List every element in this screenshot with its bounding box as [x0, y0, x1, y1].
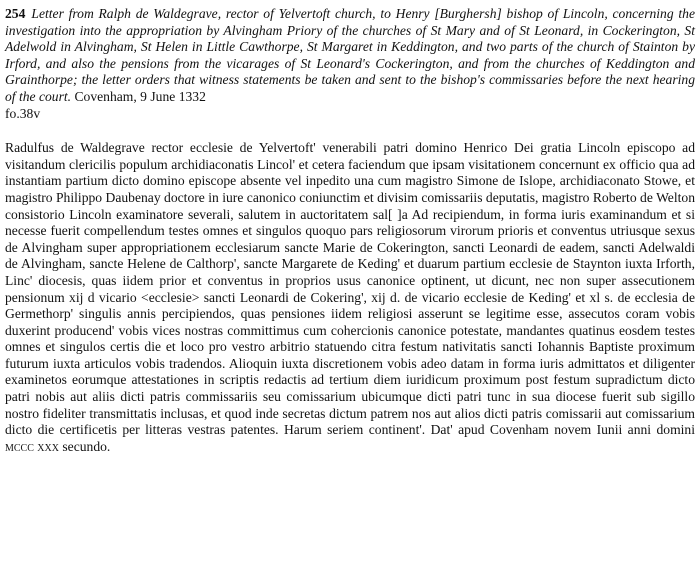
- transcription-ending: secundo.: [58, 438, 111, 454]
- entry-number: 254: [5, 6, 26, 21]
- entry-heading: [5, 6, 695, 106]
- entry-summary: Letter from Ralph de Waldegrave, rector of Yelvertoft church, to Henry [Burghersh] bishop of Lincoln, concerning the investigation into the appropriation by Alvingham Priory of the churches of St Mary and of St Leonard, in Cockerington, St Adelwold in Alvingham, St Helen in Little Cawthorpe, St Margaret in Keddington, and two parts of the church of Stainton by Irford, and also the pensions from the vicarages of St Leonard's Cockerington, and from the churches of Keddington and Grainthorpe; the letter orders that witness statements be taken and sent to the bishop's commissaries before the next hearing of the court.: [5, 6, 695, 104]
- latin-transcription: [5, 140, 695, 455]
- folio-reference: fo.38v: [5, 105, 41, 121]
- year-numeral: mccc xxx: [5, 438, 59, 454]
- document-page: [5, 6, 695, 455]
- entry-place-date: Covenham, 9 June 1332: [74, 88, 206, 104]
- transcription-text: Radulfus de Waldegrave rector ecclesie de Yelvertoft' venerabili patri domino Henrico Dei gratia Lincoln episcopo ad visitandum clericilis populum archidiaconatis Lincol' et cetera faciendum que ipsam visitationem concernunt ex officio qua ad instantiam partium dicto domino episcope absente vel inpedito una cum magistro Simone de Islope, archidiaconato Stowe, et magistro Philippo Daubenay doctore in iure canonico coniunctim et divisim comissariis deputatis, magistro Roberto de Welton consistorio Lincoln examinatore severali, salutem in auctoritatem sal[ ]a Ad recipiendum, in forma iuris examinandum et si necesse fuerit compellendum testes omnes et singulos quoquo pars religiosorum virorum prioris et conventus utriusque sexus de Alvingham super appropriationem ecclesiarum sancte Marie de Cokerington, sancti Leonardi de eadem, sancti Adelwaldi de Alvingham, sancte Helene de Calthorp', sancte Margarete de Keding' et duarum partium ecclesie de Staynton iuxta Irforth, Linc' diocesis, quas iidem prior et conventus in proprios usus canonice optinent, ut dicunt, nec non super assecutionem pensionum xij d vicario <ecclesie> sancti Leonardi de Cokering', xij d. de vicario ecclesie de Keding' et xl s. de ecclesia de Germethorp' singulis annis percipiendos, quas pensiones iidem religiosi asserunt se legitime esse, assecutos coram vobis duxerint producend' vobis vices nostras committimus cum cohercionis canonice potestate, mandantes quatinus eosdem testes omnes et singulos certis die et loco pro vestro arbitrio statuendo citra festum nativitatis sancti Iohannis Baptiste proximum futurum iuxta articulos vobis tradendos. Alioquin iuxta discretionem vobis adeo datam in forma iuris admittatos et diligenter examinetos eorumque attestationes in scriptis redactis ad tertium diem iuridicum proximum post festum supradictum dicto patri nobis aut aliis dicti patris commissariis seu comissarium ubicumque dicti patri tunc in sua diocese fuerit sub sigillo nostro fideliter transmittatis inclusas, et quod inde secretas dictum patrem nos aut alios dicti patris comissarii aut comissarium dicto die certificetis per litteras vestras patentes. Harum seriem continent'. Dat' apud Covenham novem Iunii anni domini: [5, 140, 695, 438]
